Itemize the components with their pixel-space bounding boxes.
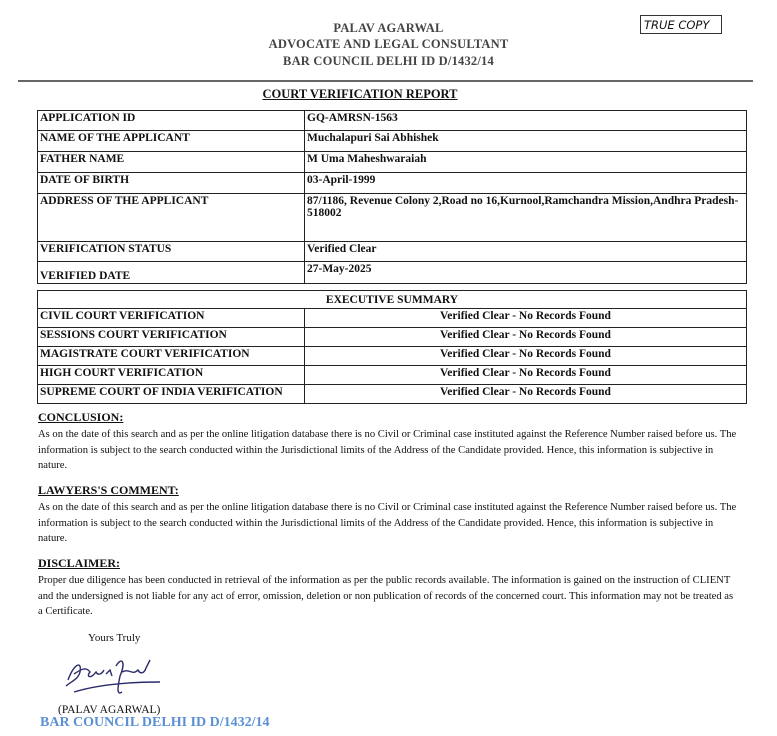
row-value: Verified Clear - No Records Found	[305, 309, 747, 328]
report-title: COURT VERIFICATION REPORT	[262, 87, 458, 101]
header-divider	[18, 80, 753, 82]
signatory-name: (PALAV AGARWAL)	[58, 704, 161, 716]
row-label: MAGISTRATE COURT VERIFICATION	[38, 347, 305, 366]
signatory-bar-id: BAR COUNCIL DELHI ID D/1432/14	[40, 715, 270, 730]
table-row	[38, 111, 747, 131]
bar-council-id: BAR COUNCIL DELHI ID D/1432/14	[283, 54, 494, 68]
row-value: Verified Clear - No Records Found	[305, 328, 747, 347]
row-label: CIVIL COURT VERIFICATION	[38, 309, 305, 328]
signature-image	[60, 652, 170, 700]
salutation: Yours Truly	[88, 632, 141, 644]
row-value: 87/1186, Revenue Colony 2,Road no 16,Kurnool,Ramchandra Mission,Andhra Pradesh-518002	[305, 194, 747, 242]
row-label: ADDRESS OF THE APPLICANT	[38, 194, 305, 242]
row-value: 03-April-1999	[305, 173, 747, 194]
row-value: Verified Clear - No Records Found	[305, 366, 747, 385]
table-row	[38, 309, 747, 328]
row-value: M Uma Maheshwaraiah	[305, 152, 747, 173]
disclaimer-heading: DISCLAIMER:	[38, 556, 121, 570]
row-value: Muchalapuri Sai Abhishek	[305, 131, 747, 152]
row-value: GQ-AMRSN-1563	[305, 111, 747, 131]
table-row	[38, 385, 747, 404]
table-row	[38, 131, 747, 152]
table-row	[38, 242, 747, 262]
table-row	[38, 173, 747, 194]
conclusion-text: As on the date of this search and as per the online litigation database there is no Civil or Criminal case instituted against the Reference Number raised before us. The information is subject to the search conducted within the Jurisdictional limits of the Address of the Candidate provided. Hence, this information is subjective in nature.	[38, 429, 737, 471]
conclusion-heading: CONCLUSION:	[38, 410, 124, 424]
lawyers-comment-text: As on the date of this search and as per the online litigation database there is no Civil or Criminal case instituted against the Reference Number raised before us. The information is subject to the search conducted within the Jurisdictional limits of the Address of the Candidate provided. Hence, this information is subjective in nature.	[38, 502, 737, 544]
advocate-role: ADVOCATE AND LEGAL CONSULTANT	[268, 37, 509, 51]
row-value: 27-May-2025	[305, 262, 747, 284]
summary-heading: EXECUTIVE SUMMARY	[38, 291, 747, 309]
row-label: HIGH COURT VERIFICATION	[38, 366, 305, 385]
row-value: Verified Clear - No Records Found	[305, 385, 747, 404]
table-row	[38, 328, 747, 347]
row-label: SUPREME COURT OF INDIA VERIFICATION	[38, 385, 305, 404]
row-label: FATHER NAME	[38, 152, 305, 173]
table-row	[38, 152, 747, 173]
table-row	[38, 366, 747, 385]
row-label: SESSIONS COURT VERIFICATION	[38, 328, 305, 347]
row-label: NAME OF THE APPLICANT	[38, 131, 305, 152]
table-row	[38, 262, 747, 284]
row-label: DATE OF BIRTH	[38, 173, 305, 194]
advocate-name: PALAV AGARWAL	[333, 21, 444, 35]
lawyers-comment-heading: LAWYERS'S COMMENT:	[38, 483, 179, 497]
table-row	[38, 194, 747, 242]
table-row	[38, 347, 747, 366]
row-value: Verified Clear	[305, 242, 747, 262]
true-copy-stamp: TRUE COPY	[640, 15, 722, 34]
row-label: VERIFIED DATE	[38, 262, 305, 284]
disclaimer-text: Proper due diligence has been conducted in retrieval of the information as per the public records available. The information is gained on the instruction of CLIENT and the undersigned is not liable for any act of error, omission, deletion or non publication of records of the concerned court. This information may not be treated as a Certificate.	[38, 575, 734, 617]
executive-summary-table	[37, 290, 747, 404]
row-label: VERIFICATION STATUS	[38, 242, 305, 262]
row-value: Verified Clear - No Records Found	[305, 347, 747, 366]
applicant-details-table	[37, 110, 747, 284]
row-label: APPLICATION ID	[38, 111, 305, 131]
